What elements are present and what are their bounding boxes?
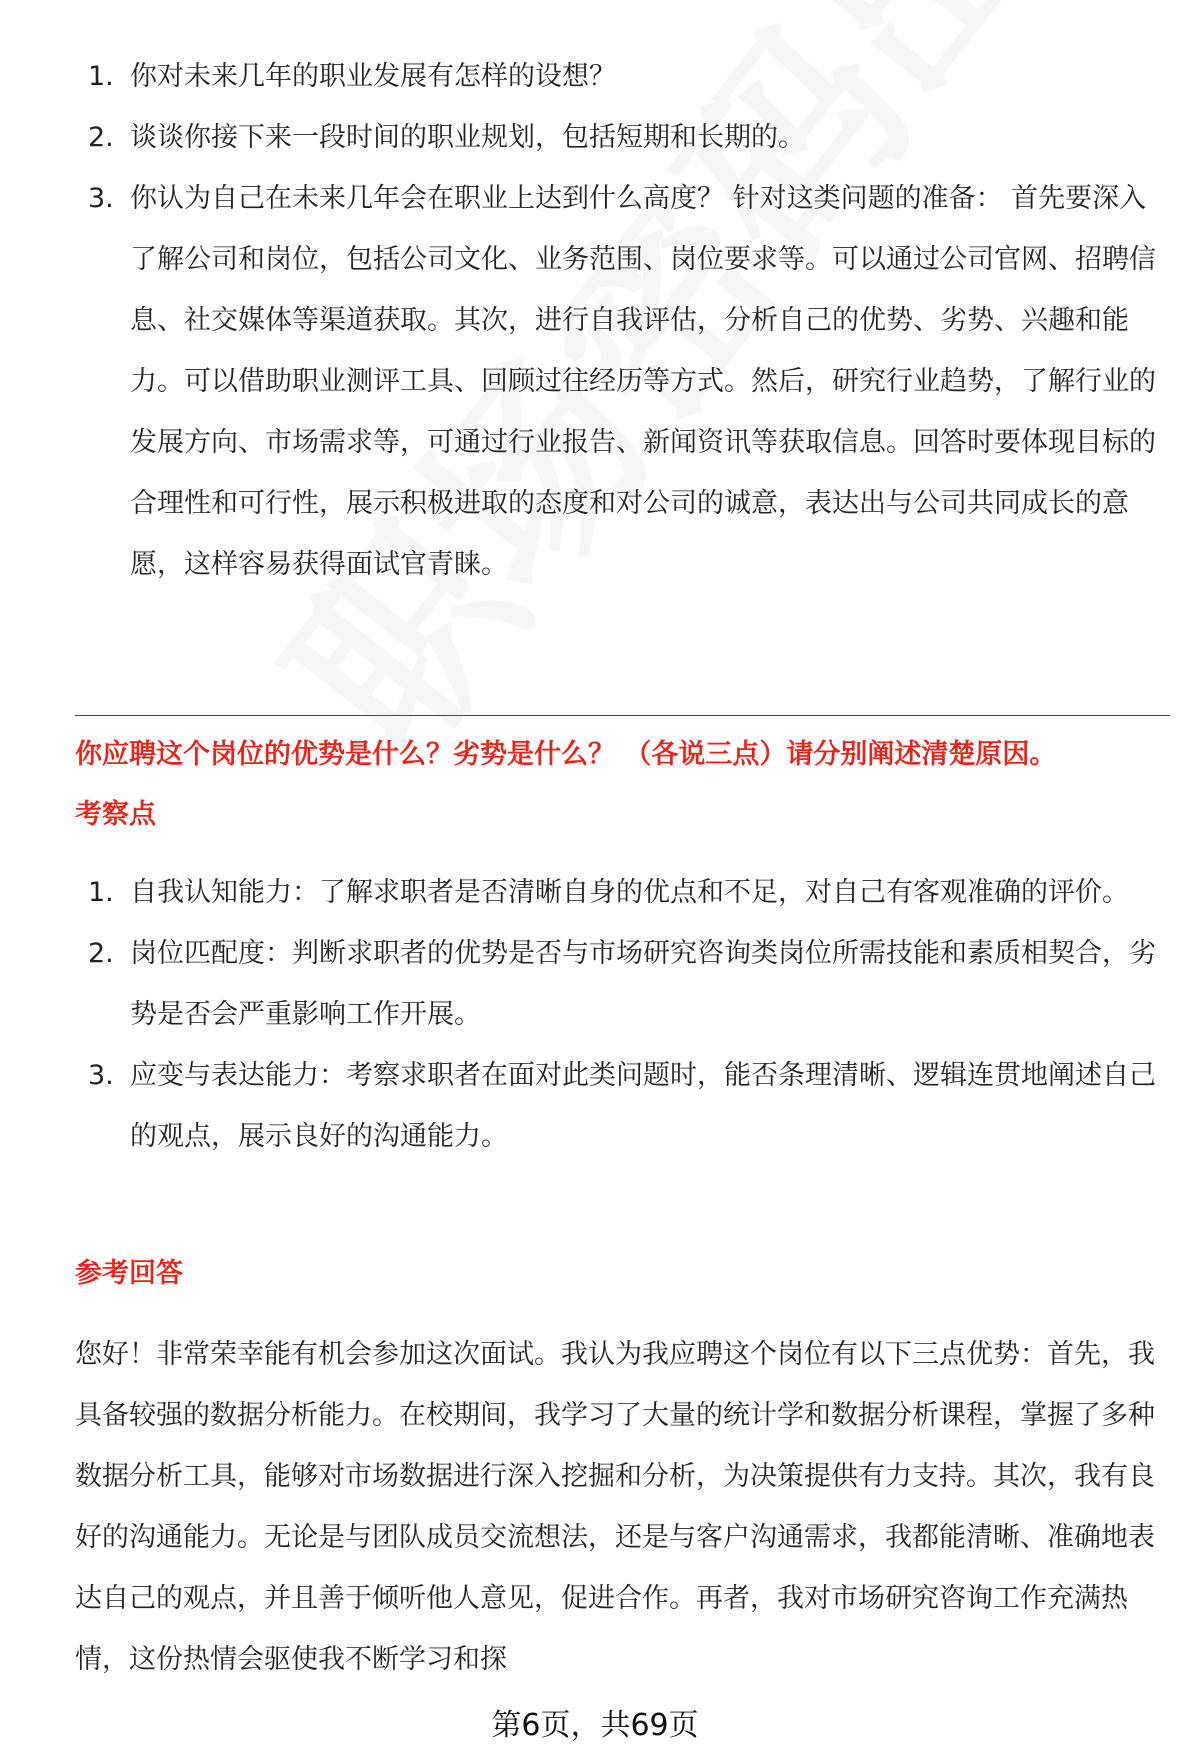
list-number: 2. bbox=[88, 938, 114, 969]
list-item-text: 岗位匹配度：判断求职者的优势是否与市场研究咨询类岗位所需技能和素质相契合，劣势是否会严重影响工作开展。 bbox=[130, 938, 1156, 1030]
list-item bbox=[0, 862, 1190, 923]
list-number: 1. bbox=[88, 877, 114, 908]
list-item-text: 谈谈你接下来一段时间的职业规划，包括短期和长期的。 bbox=[130, 122, 805, 153]
list-number: 2. bbox=[88, 122, 114, 153]
list-number: 1. bbox=[88, 61, 114, 92]
list-item-text: 自我认知能力：了解求职者是否清晰自身的优点和不足，对自己有客观准确的评价。 bbox=[130, 877, 1129, 908]
list-item bbox=[0, 1045, 1190, 1167]
answer-heading: 参考回答 bbox=[75, 1258, 183, 1289]
focus-list bbox=[0, 862, 1190, 1167]
list-item bbox=[0, 46, 1190, 107]
answer-paragraph: 您好！非常荣幸能有机会参加这次面试。我认为我应聘这个岗位有以下三点优势：首先，我具备较强的数据分析能力。在校期间，我学习了大量的统计学和数据分析课程，掌握了多种数据分析工具，能够对市场数据进行深入挖掘和分析，为决策提供有力支持。其次，我有良好的沟通能力。无论是与团队成员交流想法，还是与客户沟通需求，我都能清晰、准确地表达自己的观点，并且善于倾听他人意见，促进合作。再者，我对市场研究咨询工作充满热情，这份热情会驱使我不断学习和探 bbox=[75, 1339, 1155, 1675]
list-item bbox=[0, 168, 1190, 595]
list-item bbox=[0, 107, 1190, 168]
section-divider bbox=[75, 715, 1170, 716]
page-number: 第6页，共69页 bbox=[491, 1708, 699, 1743]
focus-heading: 考察点 bbox=[75, 799, 156, 830]
question-title: 你应聘这个岗位的优势是什么？劣势是什么？ （各说三点）请分别阐述清楚原因。 bbox=[75, 739, 1057, 770]
list-number: 3. bbox=[88, 1060, 114, 1091]
list-number: 3. bbox=[88, 183, 114, 214]
top-question-list bbox=[0, 46, 1190, 595]
list-item-text: 应变与表达能力：考察求职者在面对此类问题时，能否条理清晰、逻辑连贯地阐述自己的观点，展示良好的沟通能力。 bbox=[130, 1060, 1156, 1152]
list-item-text: 你认为自己在未来几年会在职业上达到什么高度？ 针对这类问题的准备： 首先要深入了解公司和岗位，包括公司文化、业务范围、岗位要求等。可以通过公司官网、招聘信息、社交媒体等渠道获取。其次，进行自我评估，分析自己的优势、劣势、兴趣和能力。可以借助职业测评工具、回顾过往经历等方式。然后，研究行业趋势，了解行业的发展方向、市场需求等，可通过行业报告、新闻资讯等获取信息。回答时要体现目标的合理性和可行性，展示积极进取的态度和对公司的诚意，表达出与公司共同成长的意愿，这样容易获得面试官青睐。 bbox=[130, 183, 1156, 580]
list-item-text: 你对未来几年的职业发展有怎样的设想？ bbox=[130, 61, 616, 92]
list-item bbox=[0, 923, 1190, 1045]
